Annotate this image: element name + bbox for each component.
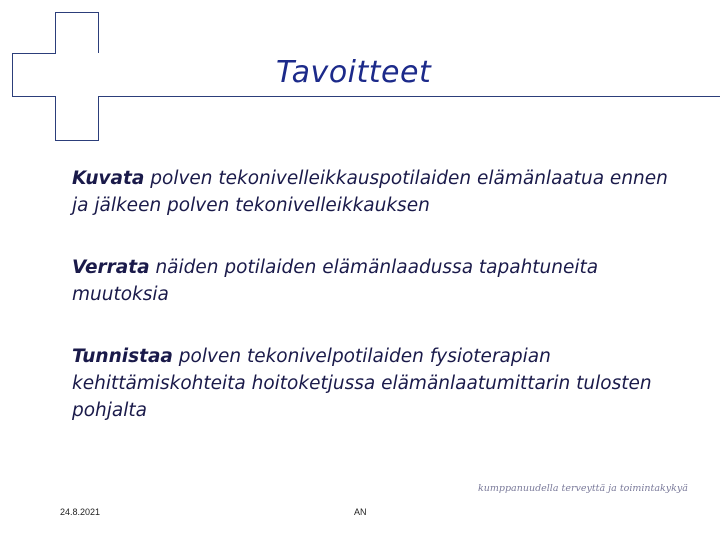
cross-line bbox=[98, 96, 99, 140]
objective-keyword: Tunnistaa bbox=[72, 346, 173, 367]
slogan: kumppanuudella terveyttä ja toimintakykyä bbox=[478, 483, 688, 494]
cross-line bbox=[55, 12, 56, 53]
cross-line bbox=[55, 140, 99, 141]
cross-line bbox=[55, 12, 99, 13]
objective-item bbox=[72, 254, 672, 308]
objective-text: näiden potilaiden elämänlaadussa tapahtuneita muutoksia bbox=[72, 257, 599, 305]
cross-line bbox=[98, 12, 99, 53]
cross-line bbox=[12, 96, 56, 97]
cross-line bbox=[12, 53, 56, 54]
title-underline bbox=[98, 96, 720, 97]
objective-text: polven tekonivelleikkauspotilaiden elämänlaatua ennen ja jälkeen polven tekonivelleikkauksen bbox=[72, 168, 668, 216]
cross-line bbox=[12, 53, 13, 96]
objective-item bbox=[72, 165, 672, 219]
objective-keyword: Kuvata bbox=[72, 168, 145, 189]
slide-title: Tavoitteet bbox=[276, 55, 432, 90]
objective-keyword: Verrata bbox=[72, 257, 150, 278]
footer-date: 24.8.2021 bbox=[60, 507, 101, 517]
objectives-list bbox=[72, 165, 672, 459]
footer-author: AN bbox=[354, 507, 367, 517]
objective-item bbox=[72, 343, 672, 424]
cross-line bbox=[55, 96, 56, 140]
objective-text: polven tekonivelpotilaiden fysioterapian kehittämiskohteita hoitoketjussa elämänlaatumittarin tulosten pohjalta bbox=[72, 346, 652, 421]
